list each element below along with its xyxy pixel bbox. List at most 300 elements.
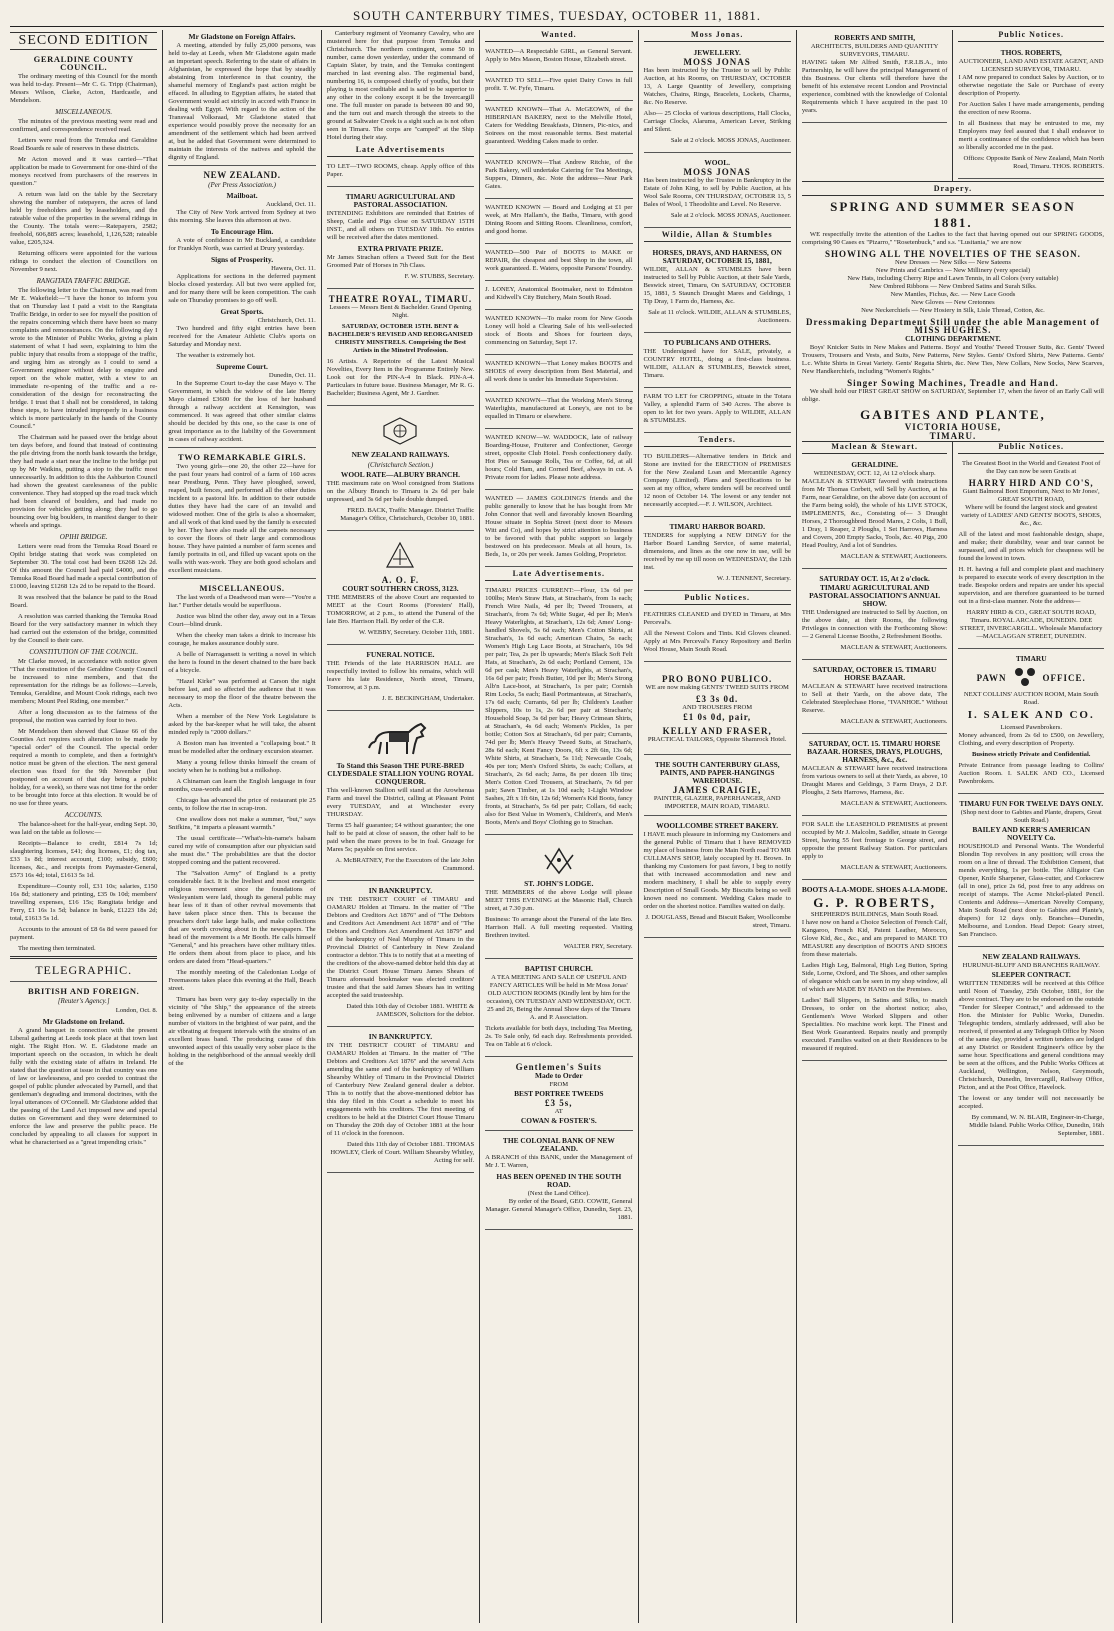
paragraph: The monthly meeting of the Caledonian Lodge of Freemasons takes place this evening at the Hall, Beach street. xyxy=(168,969,316,992)
classified-ad xyxy=(485,201,632,244)
ad-signature: MACLEAN & STEWART, Auctioneers. xyxy=(840,644,948,651)
ad-heading: SPRING AND SUMMER SEASON xyxy=(830,199,1076,214)
ad-heading: 1881. xyxy=(933,215,973,230)
advertisement xyxy=(802,736,948,816)
classified-ad xyxy=(485,492,632,567)
paragraph: A grand banquet in connection with the present Liberal gathering at Leeds took place at that town last night. The Right Hon. W. E. Gladstone made an important speech on the occasion, in which he dealt fully with the existing state of affairs in Ireland. He stated that the question at issue in that country was one of law or lawlessness, and pro ceeded to contrast the gospel of public plunder advocated by Parnell, and that gentleman's degrading and immoral doctrines, with the loyal utterances of O'Connell. Mr Gladstone added that the passing of the Land Act imposed new and special duties on Government and they were determined to enforce the law and preserve the public peace. He concluded by appealing to all classes for support in what he characterised as a "great impending crisis." xyxy=(10,1027,158,1146)
divider xyxy=(168,447,315,448)
advertisement xyxy=(327,533,474,645)
paragraph: Chicago has advanced the price of restaurant pie 25 cents, to follow the rise in scrap-iron. xyxy=(168,797,316,812)
ad-subheading: SLEEPER CONTRACT. xyxy=(991,970,1071,979)
ad-text: Private Entrance from passage leading to Collins' Auction Room. I. SALEK AND CO., Licensed Pawnbrokers. xyxy=(958,762,1104,785)
section-heading: Public Notices. xyxy=(958,30,1104,42)
horse-illustration-icon xyxy=(327,719,474,759)
ad-text: FOR SALE the LEASEHOLD PREMISES at present occupied by Mr J. Malcolm, Saddler, situate in George Street, having 55 feet frontage to George street, and opposite the present Railway Station. For particulars apply to xyxy=(801,821,948,860)
paragraph: Two hundred and fifty eight entries have been received for the Amateur Athletic Club's sports on Saturday and Monday next. xyxy=(168,325,316,348)
classified-ad xyxy=(485,312,632,355)
ad-text: 16 Artists. A Repertoire of the Latest Musical Novelties, Every Item in the Programme Entirely New. Look out for the PIN-A-4 In Black. PIN-A-4. Particulars in future issue. Business Manager, Mr R. G. Bachelder; Business Agent, Mr J. Gardner. xyxy=(326,358,475,397)
roberts-ad xyxy=(802,30,954,181)
ad-text: I have now on hand a Choice Selection of French Calf, Kangaroo, French Kid, Patent Leather, Morocco, Glove Kid, &c., &c., and am prepared to MAKE TO MEASURE any description of BOOTS AND SHOES from these materials. xyxy=(801,919,948,958)
ad-text: (Next the Land Office). xyxy=(527,1190,590,1197)
paragraph: After a long discussion as to the fairness of the proposal, the motion was carried by four to two. xyxy=(10,709,158,724)
ad-text: Ladies High Leg, Balmoral, High Leg Button, Spring Side, Lorne, Oxford, and Tie Shoes, and other samples of elegance which can be seen in my shop window, all of which are MADE BY HAND on the Premises. xyxy=(801,962,948,993)
ad-text: This well-known Stallion will stand at the Arowhenua Farm and travel the District, calling at Pleasant Point every TUESDAY, and at Winchester every THURSDAY. xyxy=(326,787,475,818)
advertisement xyxy=(644,390,791,433)
ad-text: SHEPHERD'S BUILDINGS, Main South Road. xyxy=(810,911,939,918)
advertisement xyxy=(327,713,474,881)
advertisement xyxy=(327,883,474,1027)
ad-signature: HARRY HIRD & CO., GREAT SOUTH ROAD, Timaru. ROYAL ARCADE, DUNEDIN. DEE STREET, INVERCARGILL. Wholesale Manufactory—MACLAGGAN STREET, DUNEDIN. xyxy=(960,609,1103,640)
ad-subheading: TIMARU. xyxy=(929,431,977,441)
advertisement xyxy=(644,664,791,755)
dateline: Hawera, Oct. 11. xyxy=(271,265,316,272)
edition-banner: SECOND EDITION xyxy=(10,32,157,50)
advertisement xyxy=(802,571,948,660)
list-item: New Hats, including Cherry Ripe and Lawn Tennis, in all Colors (very suitable) xyxy=(847,275,1059,282)
column-4 xyxy=(479,30,637,1623)
ad-signature: A. McBRATNEY, For the Executors of the late John Crammond. xyxy=(335,857,475,872)
paragraph: A Boston man has invented a "collapsing boat." It must be modelled after the ordinary excursion steamer. xyxy=(168,740,316,755)
section-heading: Maclean & Stewart. xyxy=(802,442,948,454)
ad-heading: PAWN xyxy=(976,672,1007,683)
pawn-row xyxy=(958,664,1104,691)
paragraph: A vote of confidence in Mr Buckland, a candidate for Franklyn North, was carried at Drury yesterday. xyxy=(168,237,316,252)
ad-signature: Dated this 11th day of October 1881. THOMAS HOWLEY, Clerk of Court. William Shearsby Whitley, Acting for self. xyxy=(330,1141,475,1164)
section-heading: BRITISH AND FOREIGN. xyxy=(27,986,140,996)
column-6-7 xyxy=(796,30,1104,1623)
advertisement xyxy=(485,1059,632,1131)
ad-text: THE MEMBERS of the above Court are requested to MEET at the Court Rooms (Foresters' Hall), TOMORROW, at 2 p.m., to attend the Funeral of the late Bro. Harrison Hall. By order of the C.R. xyxy=(326,594,475,625)
drapery-ad xyxy=(802,181,1104,441)
ad-signature: MACLEAN & STEWART, Auctioneers. xyxy=(840,864,948,871)
paragraph: The "Salvation Army" of England is a pretty considerable fact. It is the liveliest and most energetic religious movement since the foundations of Wesleyanism were laid, though its general public may hear less of it than of other revival movements that have taken place since then. This is because the preachers don't take large halls, and make collections that are worth crowing about in the newspapers. The head of the movement is a Mr Booth. He calls himself "General," and his preachers have other military titles. He orders them about from place to place, and his orders are dated from "Head-quarters." xyxy=(168,870,316,965)
ad-heading: THOS. ROBERTS, xyxy=(1000,48,1062,57)
column-3 xyxy=(321,30,479,1623)
advertisement xyxy=(644,335,791,388)
column-1 xyxy=(10,30,162,1623)
advertisement xyxy=(485,584,632,835)
ad-text: THE Undersigned have for SALE, privately, a COUNTRY HOTEL, doing a first-class business. WILDIE, ALLAN & STUMBLES, Beswick street, Timaru. xyxy=(643,348,791,379)
ad-text: The lowest or any tender will not necessarily be accepted. xyxy=(958,1095,1104,1110)
ad-signature: MACLEAN & STEWART, Auctioneers. xyxy=(840,553,948,560)
advertisement xyxy=(485,961,632,1057)
ad-text: A TEA MEETING AND SALE OF USEFUL AND FANCY ARTICLES Will be held in Mr Moss Jonas' OLD AUCTION ROOMS (Kindly lent by him for the occasion), ON TUESDAY AND WEDNESDAY, OCT. 25 and 26, Being the Annual Show days of the Timaru A. and P. Association. xyxy=(486,974,632,1021)
ad-text: MACLEAN & STEWART favored with instructions from Mr Thomas Corbett, will Sell by Auction, at his Farm, near Geraldine, on the above date (on account of the Farm being sold), the whole of his LIVE STOCK, IMPLEMENTS, &c., Consisting of— 3 Draught Horses, 2 Thoroughbred Brood Mares, 2 Colts, 1 Bull, 1 Dray, 1 Reaper, 2 Ploughs, 1 Set Harrows, Harness and Covers, 200 Empty Sacks, Tools, &c. 40 Pigs, 200 Head Poultry, And a lot of Sundries. xyxy=(801,478,948,549)
advertisement xyxy=(327,408,474,531)
ad-price: £3 5s, xyxy=(545,1098,573,1108)
ad-signature: Sale at 2 o'clock. MOSS JONAS, Auctioneer. xyxy=(670,137,791,144)
ad-signature: MACLEAN & STEWART, Auctioneers. xyxy=(840,718,948,725)
section-heading: Late Advertisements. xyxy=(485,569,632,581)
ad-text: WANTED KNOWN—That Andrew Ritchie, of the Park Bakery, will undertake Catering for Tea Meetings, Suppers, Dinners, &c. Note the address—Near Park Gates. xyxy=(485,159,633,190)
paragraph: The City of New York arrived from Sydney at two this morning. She leaves this afternoon at two. xyxy=(168,209,316,224)
paragraph: The minutes of the previous meeting were read and confirmed, and correspondence received read. xyxy=(10,118,158,133)
ad-text: THE Undersigned are instructed to Sell by Auction, on the above date, at their Rooms, the following Privileges in connection with the Forthcoming Show:— 2 General License Booths, 2 Refreshment Booths. xyxy=(801,609,948,640)
advertisement xyxy=(327,189,474,289)
ad-subheading: Singer Sowing Machines, Treadle and Hand. xyxy=(847,378,1059,388)
ad-heading: PRO BONO PUBLICO. xyxy=(662,674,773,684)
ad-heading: JAMES CRAIGIE, xyxy=(672,785,762,795)
list-item: New Mantles, Fichus, &c. — New Lace Goods xyxy=(890,291,1016,298)
advertisement xyxy=(485,1133,632,1230)
divider xyxy=(168,165,315,166)
ad-heading: HARRY HIRD AND CO'S, xyxy=(968,478,1094,488)
ad-text: A BRANCH of this BANK, under the Management of Mr J. T. Warren, xyxy=(485,1154,633,1169)
ad-signature: GABITES AND PLANTE, xyxy=(860,407,1046,422)
paragraph: The ordinary meeting of this Council for the month was held to-day. Present—Mr C. G. Tripp (Chairman), Messrs Wilson, Clarke, Acton, Hardcastle, and Mendelson. xyxy=(10,73,158,104)
advertisement xyxy=(644,155,791,228)
advertisement xyxy=(644,45,791,153)
ad-text: Business: To arrange about the Funeral of the late Bro. Harrison Hall. A full meeting requested. Visiting Brethren invited. xyxy=(485,916,633,939)
ad-text: WANTED KNOWN—That A. McGEOWN, of the HIBERNIAN BAKERY, next to the Melville Hotel, Caters for Wedding Breakfasts, Dinners, Pic-nics, and Soirees on the most reasonable terms. Best material guaranteed. Wedding Cakes made to order. xyxy=(485,106,633,145)
paragraph: The meeting then terminated. xyxy=(18,945,96,952)
paragraph: A return was laid on the table by the Secretary showing the number of ratepayers, the acres of land held by freeholders and by leaseholders, and the rateable value of the properties in the several ridings in the County. The totals were:—Ratepayers, 2582; freehold, 606,885 acres; leasehold, 1,126,528; rateable value, £205,324. xyxy=(10,191,158,246)
ad-text: WE are now making GENTS' TWEED SUITS FROM xyxy=(645,684,789,691)
ad-heading: IN BANKRUPTCY. xyxy=(368,886,433,895)
ad-subheading: TIMARU AGRICULTURAL AND PASTORAL ASSOCIATION'S ANNUAL SHOW. xyxy=(809,583,941,608)
ad-text: SATURDAY, OCTOBER 15TH. BENT & BACHELDER'S REVISED AND REORGANISED CHRISTY MINSTRELS. Comprising the Best Artists in the Minstrel Profession. xyxy=(328,323,473,354)
ad-text: WRITTEN TENDERS will be received at this Office until Noon of Tuesday, 25th October, 1881, for the above contract. They are to be endorsed on the outside "Tender for Sleeper Contract," and addressed to the Hon. the Minister for Public Works, Dunedin. Telegraphic tenders, similarly addressed, will also be received, if presented at any Telegraph Office by Noon of the same day, provided a written tenders are lodged at any District or Resident Engineer's office by the same hour. Specifications and general conditions may be seen at the offices, and the Public Works Offices at Auckland, Wellington, Nelson, Greymouth, Christchurch, Dunedin, Invercargill, Railway Office, Picton, and at the Post Office, Havelock. xyxy=(958,980,1104,1091)
advertisement xyxy=(327,647,474,711)
article-heading: Supreme Court. xyxy=(216,362,268,371)
ad-text: AND TROUSERS FROM xyxy=(682,704,753,711)
masonic-emblem-icon xyxy=(485,843,632,877)
advertisement xyxy=(958,949,1104,1146)
list-item: New Prints and Cambrics — New Millinery (very special) xyxy=(875,267,1031,274)
ad-text: Licensed Pawnbrokers. xyxy=(1000,724,1062,731)
ad-text: AUCTIONEER, LAND AND ESTATE AGENT, AND LICENSED SURVEYOR, TIMARU. xyxy=(958,58,1104,73)
divider xyxy=(10,956,157,959)
advertisement xyxy=(644,757,791,816)
ad-text: Has been instructed by the Trustee in Bankruptcy in the Estate of John King, to sell by Public Auction, at his Wool Sale Rooms, ON THURSDAY, OCTOBER 13, 5 Bales of Wool, 1 Theodolite and Level. No Reserve. xyxy=(643,177,791,208)
ad-heading: BAILEY AND KERR'S AMERICAN NOVELTY Co. xyxy=(972,825,1091,842)
ad-signature: By command, W. N. BLAIR, Engineer-in-Charge, Middle Island. Public Works Office, Dunedin, 16th September, 1881. xyxy=(969,1114,1104,1137)
ad-text: WEDNESDAY, OCT. 12, At 12 o'clock sharp. xyxy=(813,470,936,477)
ad-heading: G. P. ROBERTS, xyxy=(813,895,937,910)
ad-heading: THE COLONIAL BANK OF NEW ZEALAND. xyxy=(502,1136,615,1153)
advertisement xyxy=(327,291,474,406)
list-item: New Ombred Ribbons — New Ombred Satins and Surah Silks. xyxy=(869,283,1037,290)
paragraph: Justice was blind the other day, away out in a Texas Court—blind drunk. xyxy=(168,613,316,628)
ad-heading: BOOTS A-LA-MODE. SHOES A-LA-MODE. xyxy=(801,885,948,894)
ad-text: PAINTER, GLAZIER, PAPERHANGER, AND IMPORTER, MAIN ROAD, TIMARU. xyxy=(653,795,781,810)
ad-subheading: JEWELLERY. xyxy=(693,48,741,57)
advertisement xyxy=(485,837,632,959)
section-heading: Wildie, Allan & Stumbles xyxy=(644,230,791,242)
ad-text: WANTED TO SELL—Five quiet Dairy Cows in full profit. T. W. Fyfe, Timaru. xyxy=(485,77,633,92)
paragraph: Accounts to the amount of £8 6s 8d were passed for payment. xyxy=(10,926,158,941)
paragraph: Letters were read from the Temuka Road Board re Opihi bridge stating that work was completed on September 30. The total cost had been £6268 12s 2d. Of this amount the Council had paid £4000, and the Temuka Road Board had made a special contribution of £1000, leaving £1268 12s 2d to be repaid to the Board. xyxy=(10,543,158,590)
ad-heading: NEW ZEALAND RAILWAYS. xyxy=(351,450,450,459)
ad-subheading: COURT SOUTHERN CROSS, 3123. xyxy=(342,584,459,593)
subheading: OPIHI BRIDGE. xyxy=(59,533,108,541)
paragraph: Timaru has been very gay to-day especially in the vicinity of "the Ship," the appearance of the streets being enlivened by a number of citizens and a large number of visitors in the brightest of war paint, and the air vibrating at frequent intervals with the strains of an excellent brass band. The producing cause of this unwonted aspect of this usually very sober place is the holding in the neighborhood of the annual weekly drill of the xyxy=(168,996,316,1067)
ad-text: In all Business that may be entrusted to me, my Employers may feel assured that I shall endeavor to merit a continuance of the confidence which has been so liberally accorded me in the past. xyxy=(958,120,1104,151)
ad-heading: ROBERTS AND SMITH, xyxy=(834,33,916,42)
ad-text: Giant Balmoral Boot Emporium, Next to Mr Jones', GREAT SOUTH ROAD, xyxy=(962,488,1100,503)
column-5 xyxy=(638,30,796,1623)
dateline: Auckland, Oct. 11. xyxy=(266,201,316,208)
ad-heading: SATURDAY, OCT. 15. TIMARU HORSE BAZAAR. HORSES, DRAYS, PLOUGHS, HARNESS, &c., &c. xyxy=(807,739,943,764)
section-heading: Drapery. xyxy=(802,184,1104,196)
ad-text: HOUSEHOLD and Personal Wants. The Wonderful Blondin Top revolves in any position; will cross the room on a line of thread. The Exhibition Cement, that mends everything, 1s per bottle. The Alligator Can Opener, Knife Sharpener, Glass-cutter, and Corkscrew (all in one), price 2s 6d, post free to any address on receipt of stamps. The Acme Nickel-plated Pencil. Contents and Address—American Novelty Company, Main South Road (next door to Gabites and Plante's, drapers) for 12 days only. Branches—Dunedin, Melbourne, and London. Head Depot: Geary street, San Francisco. xyxy=(958,843,1104,938)
ad-text: Lessees — Messrs Bent & Bachelder. Grand Opening Night. xyxy=(329,304,472,319)
ad-text: Mr James Strachan offers a Tweed Suit for the Best Groomed Pair of Horses in 7th Class. xyxy=(326,254,475,269)
ad-subheading: Made to Order xyxy=(535,1071,583,1080)
ad-heading: FUNERAL NOTICE. xyxy=(366,650,435,659)
paragraph: When the cheeky man takes a drink to increase his courage, he makes assurance doubly sure. xyxy=(168,632,316,647)
ad-subheading: SHOWING ALL THE NOVELTIES OF THE SEASON. xyxy=(825,249,1081,259)
ad-heading: IN BANKRUPTCY. xyxy=(368,1032,433,1041)
paragraph: A resolution was carried thanking the Temuka Road Board for the very satisfactory manner in which they had carried out the extension of the bridge, committed by the Council to their care. xyxy=(10,613,158,644)
ad-signature: W. J. TENNENT, Secretary. xyxy=(716,575,791,582)
ad-text: Tickets available for both days, including Tea Meeting, 2s. To Sale only, 6d each day. Refreshments provided. Tea on Table at 6 o'clock. xyxy=(485,1025,633,1048)
ad-text: FARM TO LET for CROPPING, situate in the Totara Valley, a splendid Farm of 340 Acres. The above is open to let for two years. Apply to WILDIE, ALLAN & STUMBLES. xyxy=(643,393,791,424)
paragraph: A Chinaman can learn the English language in four months, cuss-words and all. xyxy=(168,778,316,793)
article-heading: MISCELLANEOUS. xyxy=(199,583,285,593)
ad-text: MACLEAN & STEWART have received instructions to Sell at their Yards, on the above date, The Celebrated Steeplechase Horse, "IVANHOE." Without Reserve. xyxy=(801,683,948,714)
ad-heading: I. SALEK AND CO. xyxy=(967,709,1095,721)
ad-price: £3 3s 0d. xyxy=(696,694,739,704)
paragraph: Applications for sections in the deferred payment blocks closed yesterday. All but two were applied for, and for many there will be keen competition. The cash sale on Thursday promises to go off well. xyxy=(168,273,316,304)
ad-text: WANTED — JAMES GOLDING'S friends and the public generally to know that he has bought from Mr John Connor that well and favorably known Boarding House situate in Sophia Street (next door to Messrs Witt and Co), and hopes by strict attention to business to be favored with that public support so largely bestowed on his predecessor. Meals at all hours, 1s. Beds, 1s, or 20s per week. James Golding, Proprietor. xyxy=(485,495,633,558)
ad-signature: FRED. BACK, Traffic Manager. District Traffic Manager's Office, Christchurch, October 10, 1881. xyxy=(340,507,475,522)
subheading: ACCOUNTS. xyxy=(64,811,103,819)
ad-text: J. LONEY, Anatomical Bootmaker, next to Edmiston and Kidwell's City Butchery, Main South Road. xyxy=(485,286,633,301)
paragraph: Two young girls—one 20, the other 22—have for the past four years had control of a farm of 160 acres near Prestburg, Penn. They have ploughed, sowed, reaped, built fences, and performed all the other duties incident to a pastoral life. In addition to their outside duties they have had the care of an invalid and widowed mother. One of the girls is also a shoemaker, and all work of that kind used by the family is executed by her. They have also made all the carpets necessary to cover the floors of their large and commodious house. They have painted a number of farm scenes and family portraits in oil, and filled up vacant spots on the walls with wax-work. They are both good scholars and excellent musicians. xyxy=(168,463,316,574)
paragraph: Mr Clarke moved, in accordance with notice given "That the constitution of the Geraldine County Council be increased to nine members, and that the representation for the ridings be as follows:—Levels, Temuka, Geraldine, and Mount Cook ridings, each two members; Mount Peel Riding, one member." xyxy=(10,658,158,705)
paragraph: It was resolved that the balance be paid to the Road Board. xyxy=(10,594,158,609)
ad-signature: COWAN & FOSTER'S. xyxy=(520,1116,597,1125)
ad-text: Ladies' Ball Slippers, in Satins and Silks, to match Dresses, to order on the shortest notice; also, Gentlemen's Wove Worked Slippers and other Specialities. No machine work kept. The Finest and Best Work Guaranteed. Repairs neatly and promptly executed. Families waited on at their Residences to be measured if required. xyxy=(801,997,948,1052)
ad-text: Money advanced, from 2s 6d to £500, on Jewellery, Clothing, and every description of Property. xyxy=(958,732,1104,747)
divider xyxy=(10,981,157,982)
ad-signature: By order of the Board, GEO. COWIE, General Manager. General Manager's Office, Dunedin, Sept. 23, 1881. xyxy=(485,1198,633,1221)
section-heading: NEW ZEALAND. xyxy=(203,170,281,180)
article-heading: Signs of Prosperity. xyxy=(210,255,274,264)
classified-ad xyxy=(485,45,632,72)
paragraph: Returning officers were appointed for the various ridings to conduct the election of Councillors on November 9 next. xyxy=(10,250,158,273)
classified-ad xyxy=(485,357,632,392)
ad-text: HAVING taken Mr Alfred Smith, F.R.I.B.A., into Partnership, he will have the principal Management of this Business. Our clients will therefore have the benefit of his extensive recent London and Provincial experience, combined with the knowledge of Colonial Requirements which I have acquired in the past 10 years. xyxy=(801,59,948,114)
paragraph: The following letter to the Chairman, was read from Mr E. Wakefield:—"I have the honor to inform you that on Thursday last I paid a visit to the Rangitata Traffic Bridge, in order to see for myself the position of the repairs concerning which there have been so many complaints and remonstrances. On the following day I wrote to the Minister of Public Works, giving a plain statement of what I had seen, explaining to him the public injury that results from a stoppage of the traffic, and urging him as strongly as I could to send a Government engineer without delay to enquire and report on the whole matter, with a view to an immediate re-opening of the traffic and a re-consideration of the design for reconstructing the bridge. I trust that I shall not be considered, in taking these steps, to have intruded improperly in a business which is more particularly in the hands of the County Council." xyxy=(10,287,158,430)
ad-text: IN THE DISTRICT COURT of TIMARU and OAMARU Holden at Timaru. In the matter of "The Debtors and Creditors Act 1876" and the several Acts amending the same and of the bankruptcy of William Shearsby Whitley of Timaru in the Provincial District of Canterbury New Zealand general dealer a debtor. This is to notify that the above-mentioned debtor has this day filed in this Court a schedule to meet his engagements with his creditors. The first meeting of creditors to be held at the District Court House Timaru on Thursday the 20th day of October 1881 at the hour of 11 o'clock in the forenoon. xyxy=(326,1042,475,1137)
column-7 xyxy=(953,442,1104,1623)
paragraph: When a member of the New York Legislature is asked by the bar-keeper what he will take, the absent minded reply is "2000 dollars." xyxy=(168,713,316,736)
paragraph: Letters were read from the Temuka and Geraldine Road Boards re sale of reserves in these districts. xyxy=(10,137,158,152)
article-heading: To Encourage Him. xyxy=(210,227,274,236)
column-6 xyxy=(802,442,954,1623)
advertisement xyxy=(644,450,791,517)
ad-subheading: EXTRA PRIVATE PRIZE. xyxy=(357,244,444,253)
ad-text: For Auction Sales I have made arrangements, pending the erection of new Rooms. xyxy=(958,101,1104,116)
advertisement xyxy=(802,818,948,880)
bottom-row xyxy=(802,441,1104,1623)
ad-heading: TO PUBLICANS AND OTHERS. xyxy=(663,338,771,347)
ad-heading: ST. JOHN'S LODGE. xyxy=(524,879,594,888)
paragraph: Mr Mendelson then showed that Clause 66 of the Counties Act requires such alteration to be made by "special order" of the Council. The special order required a month to complete, and then a fortnight's notice must be given of the election. The next general election was fixed for the 9th November (but postponed on account of that day being a public holiday, for a week), so there was not time for the order to be brought into force at this election. It would be of no use for three years. xyxy=(10,728,158,807)
ad-signature: KELLY AND FRASER, xyxy=(662,726,772,736)
ad-text: ARCHITECTS, BUILDERS AND QUANTITY SURVEYORS, TIMARU. xyxy=(810,43,939,58)
advertisement xyxy=(958,45,1104,179)
paragraph: Mr Acton moved and it was carried—"That application be made to Government for one-third of the moneys received from purchasers of the reserves in question." xyxy=(10,156,158,187)
subheading: CONSTITUTION OF THE COUNCIL. xyxy=(29,648,139,656)
ad-text: NEXT COLLINS' AUCTION ROOM, Main South Road. xyxy=(963,691,1099,706)
classified-ad xyxy=(485,246,632,281)
column-2 xyxy=(162,30,320,1623)
ad-text: INTENDING Exhibitors are reminded that Entries of Sheep, Cattle and Pigs close on SATURDAY 15TH INST., and all others on TUESDAY 18th. No entries will be received after the dates mentioned. xyxy=(326,210,475,241)
ad-text: We shall hold our FIRST GREAT SHOW on SATURDAY, September 17, when the favor of an Early Call will oblige. xyxy=(801,388,1104,403)
paragraph: Expenditure—County roll, £31 10s; salaries, £150 16s 8d; stationery and printing, £35 0s 10d; members' travelling expenses, £16 15s; Rangitata bridge and Ferry, £1 16s 1s 5d; balance in bank, £1223 18s 2d; total, £1613 5s 1d. xyxy=(10,883,158,922)
ad-heading: Gentlemen's Suits xyxy=(515,1062,602,1072)
ad-text: FROM xyxy=(549,1081,569,1088)
ad-text: MACLEAN & STEWART have received instructions from various owners to sell at their Yards, as above, 10 Draught Mares and Geldings, 3 Farm Drays, 2 D.F. Ploughs, 2 Sets Harrows, Harness, &c. xyxy=(801,765,948,796)
section-heading: Tenders. xyxy=(644,435,791,447)
railway-crest-icon xyxy=(327,414,474,448)
ad-heading: MOSS JONAS xyxy=(683,167,751,177)
ad-subheading: CLOTHING DEPARTMENT. xyxy=(905,334,1001,343)
ad-heading: THEATRE ROYAL, TIMARU. xyxy=(328,294,473,304)
classified-ad xyxy=(485,283,632,310)
ad-signature: F. W. STUBBS, Secretary. xyxy=(404,273,475,280)
ad-heading: A. O. F. xyxy=(381,575,420,585)
paragraph: One swallow does not make a summer, "but," says Snifkins, "it imparts a pleasant warmth." xyxy=(168,816,316,831)
dateline: Dunedin, Oct. 11. xyxy=(268,372,316,379)
list-item: New Neckerchiefs — New Hosiery in Silk, Lisle Thread, Cotton, &c. xyxy=(861,307,1045,314)
ad-heading: WOOLLCOMBE STREET BAKERY. xyxy=(656,821,779,830)
article-heading: Great Sports. xyxy=(220,307,264,316)
section-heading: Wanted. xyxy=(485,30,632,42)
subheading: (Per Press Association.) xyxy=(208,181,276,189)
section-heading: TELEGRAPHIC. xyxy=(35,963,133,977)
paragraph: A meeting, attended by fully 25,000 persons, was held to-day at Leeds, when Mr Gladstone again made an important speech. Referring to the state of affairs in Afghanistan, he expressed the hope that by steadily abstaining from interference in that country, the shameful memory of England's past action might be effaced. In alluding to Egyptian affairs, he stated that Government would act strictly in accord with France in dealing with Egypt. With regard to the action of the Transvaal Volksraad, Mr Gladstone stated that experience would possibly prove the necessity for an amendment of the settlement which had been arrived at, but he added that Government were determined to maintain the interests of the natives and uphold the dignity of England. xyxy=(168,42,316,161)
paragraph: Canterbury regiment of Yeomanry Cavalry, who are mustered here for that purpose from Temuka and Christchurch. The northern contingent, some 50 in number, came down yesterday, under the command of Captain Slater, by train, and the Temuka contingent marched in last evening also. The regimental band, numbering 16, is composed chiefly of youths, but their playing is most creditable and is said to be superior to any other in the colony except it be the Invercargill one. The full muster on parade is between 80 and 90, and the turn out and march through the streets to the ground at Saltwater Creek is a sight such as is not often seen in Timaru. The corps are "camped" at the Ship Hotel during their stay. xyxy=(326,30,475,141)
ad-heading: MOSS JONAS xyxy=(683,57,751,67)
paragraph: Many a young fellow thinks himself the cream of society when he is nothing but a milkshop. xyxy=(168,759,316,774)
subheading: RANGITATA TRAFFIC BRIDGE. xyxy=(36,277,131,285)
ad-text: (Shop next door to Gabites and Plante, drapers, Great South Road.) xyxy=(960,809,1102,824)
divider xyxy=(168,578,315,579)
advertisement xyxy=(802,662,948,734)
ad-signature: WALTER FRY, Secretary. xyxy=(563,943,633,950)
ad-text: Has been instructed by the Trustee to sell by Public Auction, at his Rooms, on THURSDAY, OCTOBER 13, A Large Quantity of Jewellery, comprising Watches, Chains, Rings, Bracelets, Lockets, Charms, &c. No Reserve. xyxy=(643,67,791,106)
ad-subheading: WOOL RATE—ALBURY BRANCH. xyxy=(340,470,460,479)
ad-heading: HORSES, DRAYS, AND HARNESS, ON SATURDAY, OCTOBER 15, 1881, xyxy=(652,248,782,265)
classified-ad xyxy=(485,103,632,154)
ad-text: FEATHERS CLEANED and DYED in Timaru, at Mrs Perceval's. xyxy=(643,611,791,626)
pawn-balls-icon xyxy=(1013,664,1037,691)
ad-heading: TIMARU xyxy=(1015,654,1047,663)
ad-text: WANTED KNOWN—To make room for New Goods Loney will hold a Clearing Sale of his well-selected stock of Boots and Shoes for fourteen days, commencing on Saturday, Sept 17. xyxy=(485,315,633,346)
paragraph: The last words of a Deadwood man were—"You're a liar." Further details would be superfluous. xyxy=(168,594,316,609)
forester-emblem-icon xyxy=(327,539,474,573)
advertisement xyxy=(644,519,791,591)
ad-signature: Dated this 10th day of October 1881. WHITE & JAMESON, Solicitors for the debtor. xyxy=(346,1003,475,1018)
advertisement xyxy=(958,796,1104,947)
ad-text: Also— 25 Clocks of various descriptions, Hall Clocks, Carriage Clocks, Alarums, American Lever, Striking and Silent. xyxy=(643,110,791,133)
paragraph: The weather is extremely hot. xyxy=(176,352,255,359)
ad-subheading: Dressmaking Department Still under the able Management of MISS HUGHES. xyxy=(805,317,1100,335)
thos-roberts-ad xyxy=(953,30,1104,181)
ad-text: WILDIE, ALLAN & STUMBLES have been instructed to Sell by Public Auction, at their Sale Yards, Beswick street, Timaru, On SATURDAY, OCTOBER 15, 1881, 5 Staunch Draught Mares and Geldings, 1 Tip Dray, 1 Farm do, Harness, &c. xyxy=(643,266,791,305)
paragraph: In the Supreme Court to-day the case Mayo v. The Government, in which the widow of the late Henry Mayo claimed £3600 for the loss of her husband through a railway accident at Kensington, was commenced. It was agreed that other similar claims should be decided by this one, so the case is one of great importance as to the liability of the Government in cases of railway accident. xyxy=(168,380,316,443)
ad-heading: GERALDINE. xyxy=(851,460,898,469)
ad-text: TO LET—TWO ROOMS, cheap. Apply office of this Paper. xyxy=(326,163,475,178)
article-heading: Mr Gladstone on Ireland. xyxy=(42,1017,125,1026)
list-item: New Gloves — New Cretonnes xyxy=(911,299,995,306)
ad-signature: J. E. BECKINGHAM, Undertaker. xyxy=(382,695,475,702)
advertisement xyxy=(802,30,948,123)
ad-text: HURUNUI-BLUFF AND BRANCHES RAILWAY. xyxy=(962,962,1100,969)
ad-text: Terms £5 half guarantee; £4 without guarantee; the one half to be paid at close of season, the other half to be paid when the mare proves to be in foal. Grazage for Mares 5s; payable on first service. xyxy=(326,822,475,853)
subheading: [Reuter's Agency.] xyxy=(57,997,110,1005)
paragraph: Receipts—Balance to credit, £814 7s 1d; slaughtering licenses, £41; dog licenses, £1; dog tax, £33 1s 8d; interest account, £100; subsidy, £600; licenses, &c., and receipts from Paymaster-General, £573 16s 4d; total, £1613 5s 1d. xyxy=(10,840,158,879)
subheading: MISCELLANEOUS. xyxy=(55,108,113,116)
dateline: Christchurch, Oct. 11. xyxy=(257,317,316,324)
ad-text: The Greatest Boot in the World and Greatest Foot of the Day can now be seen Gratis at xyxy=(962,460,1101,475)
classified-ad xyxy=(485,156,632,199)
article-heading: Mailboat. xyxy=(226,191,258,200)
top-row xyxy=(802,30,1104,181)
ad-signature: Sale at 11 o'clock. WILDIE, ALLAN & STUMBLES, Auctioneers. xyxy=(648,309,791,324)
advertisement xyxy=(327,1029,474,1173)
ad-heading: BAPTIST CHURCH. xyxy=(524,964,593,973)
ad-text: TENDERS for supplying a NEW DINGY for the Harbor Board Landing Service, of same material, dimensions, and lines as the one now in use, will be received by me up till noon on WEDNESDAY, the 12th inst. xyxy=(643,532,791,571)
ad-text: THE Friends of the late HARRISON HALL are respectfully invited to follow his remains, which will leave his late Residence, North street, Timaru, Tomorrow, at 3 p.m. xyxy=(326,660,475,691)
ad-text: I HAVE much pleasure in informing my Customers and the general Public of Timaru that I have REMOVED my place of business from the Main North road TO MR CULLMAN'S SHOP, lately occupied by H. Brown. In thanking my Customers for past favors, I beg to notify that with increased accommodation and new and modern machinery, I shall be able to supply every Description of Small Goods. My Biscuits being so well known need no comment. Wedding Cakes made to order on the shortest notice. Families waited on daily. xyxy=(643,831,791,910)
advertisement xyxy=(644,818,791,938)
ad-heading: OFFICE. xyxy=(1042,672,1086,683)
ad-heading: SATURDAY, OCTOBER 15. TIMARU HORSE BAZAAR. xyxy=(813,665,937,682)
classified-ad xyxy=(485,394,632,429)
ad-text: WANTED KNOWN—That the Working Men's Strong Waterlights, manufactured at Loney's, are not to be equalled in Timaru or elsewhere. xyxy=(485,397,633,420)
ad-text: TO BUILDERS—Alternative tenders in Brick and Stone are invited for the ERECTION of PREMISES for the New Zealand Loan and Mercantile Agency Company (Limited). Plans and Specifications to be seen at my office, where tenders will be received until 12 noon of October 14. The lowest or any tender not necessarily accepted.—F. J. WILSON, Architect. xyxy=(643,453,791,508)
ad-signature: J. DOUGLASS, Bread and Biscuit Baker, Woollcombe street, Timaru. xyxy=(645,914,791,929)
ad-text: WANTED KNOWN—That Loney makes BOOTS and SHOES of every description from Best Material, and all work done is under his Immediate Supervision. xyxy=(485,360,633,383)
ad-subheading: HAS BEEN OPENED IN THE SOUTH ROAD. xyxy=(496,1172,622,1189)
ad-heading: TIMARU HARBOR BOARD. xyxy=(669,522,765,531)
ad-heading: TIMARU AGRICULTURAL AND PASTORAL ASSOCIATION. xyxy=(345,192,456,209)
section-heading: Moss Jonas. xyxy=(644,30,791,42)
ad-text: WANTED KNOW—W. WADDOCK, late of railway Boarding-House, Fruiterer and Confectioner, George street, opposite Club Hotel. Fresh confectionery daily. Hot Pies or Sausage Rolls, Tea or Coffee, 6d, at all hours; Cold Ham, and Corned Beef, always in cut. A Private room for ladies. Please note address. xyxy=(485,434,633,481)
paragraph: A belle of Narragansett is writing a novel in which the hero is found in the desert chained to the bare back of a bicycle. xyxy=(168,651,316,674)
ad-subheading: VICTORIA HOUSE, xyxy=(904,422,1002,432)
ad-text: Business strictly Private and Confidential. xyxy=(971,751,1091,758)
ad-subheading: WOOL. xyxy=(704,158,731,167)
ad-text: WANTED—500 Pair of BOOTS to MAKE or REPAIR, the cheapest and best Shop in the town, all work guaranteed. E. Waters, opposite Parsons' Foundry. xyxy=(485,249,633,272)
ad-text: I AM now prepared to conduct Sales by Auction, or to otherwise negotiate the Sale or Purchase of every description of Property. xyxy=(958,74,1104,97)
ad-signature: MACLEAN & STEWART, Auctioneers. xyxy=(840,800,948,807)
list-item: New Dresses — New Silks — New Sateens xyxy=(894,259,1011,266)
section-heading: Public Notices. xyxy=(644,593,791,605)
advertisement xyxy=(644,608,791,662)
advertisement xyxy=(802,457,948,569)
ad-text: All the Newest Colors and Tints. Kid Gloves cleaned. Apply at Mrs Perceval's Fancy Repository and Berlin Wool House, Main South Road. xyxy=(643,630,791,653)
ad-price: £1 0s 0d, pair, xyxy=(683,712,752,722)
paragraph: The balance-sheet for the half-year, ending Sept. 30, was laid on the table as follows:— xyxy=(10,821,158,836)
ad-signature: W. WEBBY, Secretary. October 11th, 1881. xyxy=(358,629,475,636)
ad-text: IN THE DISTRICT COURT of TIMARU and OAMARU Holden at Timaru. In the matter of "The Debtors and Creditors Act 1876" and of "The Debtors and Creditors Act Amendment Act 1878" and of "The Debtors and Creditors Act Amendment Act 1879" and of the bankruptcy of Neal Murphy of Timaru in the Provincial District of Canterbury in New Zealand contractor a debtor. This is to notify that at a meeting of the creditors of the above-named debtor held this day at the District Court House Timaru James Shears of Timaru aforesaid bookmaker was elected creditors' trustee and that the said James Shears has in writing accepted the said trusteeship. xyxy=(326,896,475,999)
ad-subheading: (Christchurch Section.) xyxy=(367,461,434,469)
paragraph: The usual certificate—"What's-his-name's balsam cured my wife of consumption after our physician said she must die." The probabilities are that the doctor stopped coming and the patient recovered. xyxy=(168,835,316,866)
advertisement xyxy=(958,651,1104,794)
masthead: SOUTH CANTERBURY TIMES, TUESDAY, OCTOBER 11, 1881. xyxy=(10,6,1104,27)
paragraph: The Chairman said he passed over the bridge about ten days before, and found that instead of continuing the pile driving from the north bank towards the bridge, they had made a start near the incline to the bridge put up by Mr Watkins, putting a stop to the traffic most unnecessarily. In addition to this the Ashburton Council had shown the greatest carelessness of the public convenience. They had stopped up the road track which had been cleared of boulders, and had made no provision for vehicles getting along; they had to go bouncing over big boulders, in manifest danger to their wheels and springs. xyxy=(10,434,158,529)
ad-text: THE maximum rate on Wool consigned from Stations on the Albury Branch to Timaru is 2s 6d per bale unpressed, and 3s 6d per bale double dumped. xyxy=(326,480,475,503)
ad-text: Where will be found the largest stock and greatest variety of LADIES' AND GENTS' BOOTS, SHOES, &c., &c. xyxy=(960,504,1102,527)
ad-text: WANTED—A Respectable GIRL, as General Servant. Apply to Mrs Mason, Boston House, Elizabeth street. xyxy=(485,48,633,63)
ad-signature: Offices: Opposite Bank of New Zealand, Main North Road, Timaru. THOS. ROBERTS. xyxy=(963,155,1104,170)
